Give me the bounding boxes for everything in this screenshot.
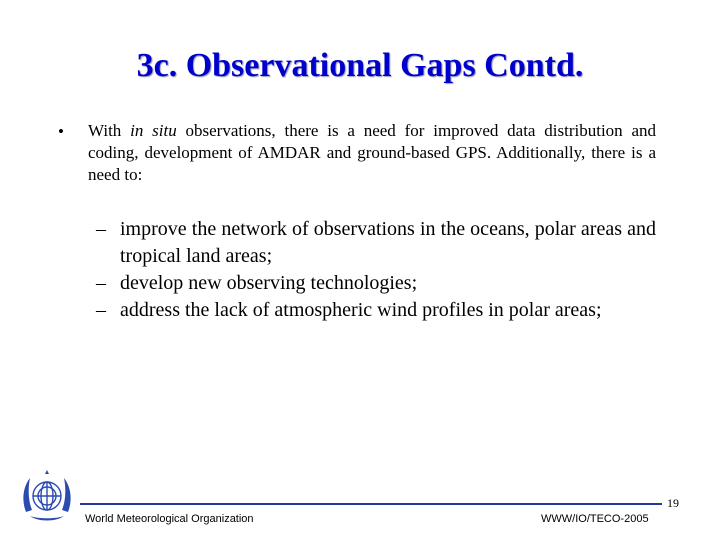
sub-bullet-item [96, 297, 656, 324]
sub-bullet-item [96, 270, 656, 297]
footer-reference: WWW/IO/TECO-2005 [541, 513, 649, 525]
sub-bullet-text: improve the network of observations in the oceans, polar areas and tropical land areas; [120, 218, 656, 267]
footer-divider [80, 503, 662, 505]
bullet-text-italic: in situ [130, 121, 177, 140]
wmo-emblem-icon [16, 468, 78, 530]
sub-bullet-text: address the lack of atmospheric wind profiles in polar areas; [120, 299, 602, 321]
sub-bullet-item [96, 216, 656, 270]
page-number: 19 [667, 496, 679, 510]
slide-title: 3c. Observational Gaps Contd. [136, 47, 584, 84]
bullet-text-end: observations, there is a need for improved data distribution and coding, development of AMDAR and ground-based GPS. Additionally, there is a need to: [88, 121, 657, 184]
sub-bullet-text: develop new observing technologies; [120, 272, 418, 294]
bullet-text [88, 120, 656, 186]
dash-marker: – [96, 218, 106, 240]
bullet-text-start: With [88, 121, 131, 140]
dash-marker: – [96, 299, 106, 321]
sub-bullet-list [96, 216, 656, 324]
footer-organization: World Meteorological Organization [85, 513, 254, 525]
dash-marker: – [96, 272, 106, 294]
bullet-marker: • [58, 122, 64, 141]
